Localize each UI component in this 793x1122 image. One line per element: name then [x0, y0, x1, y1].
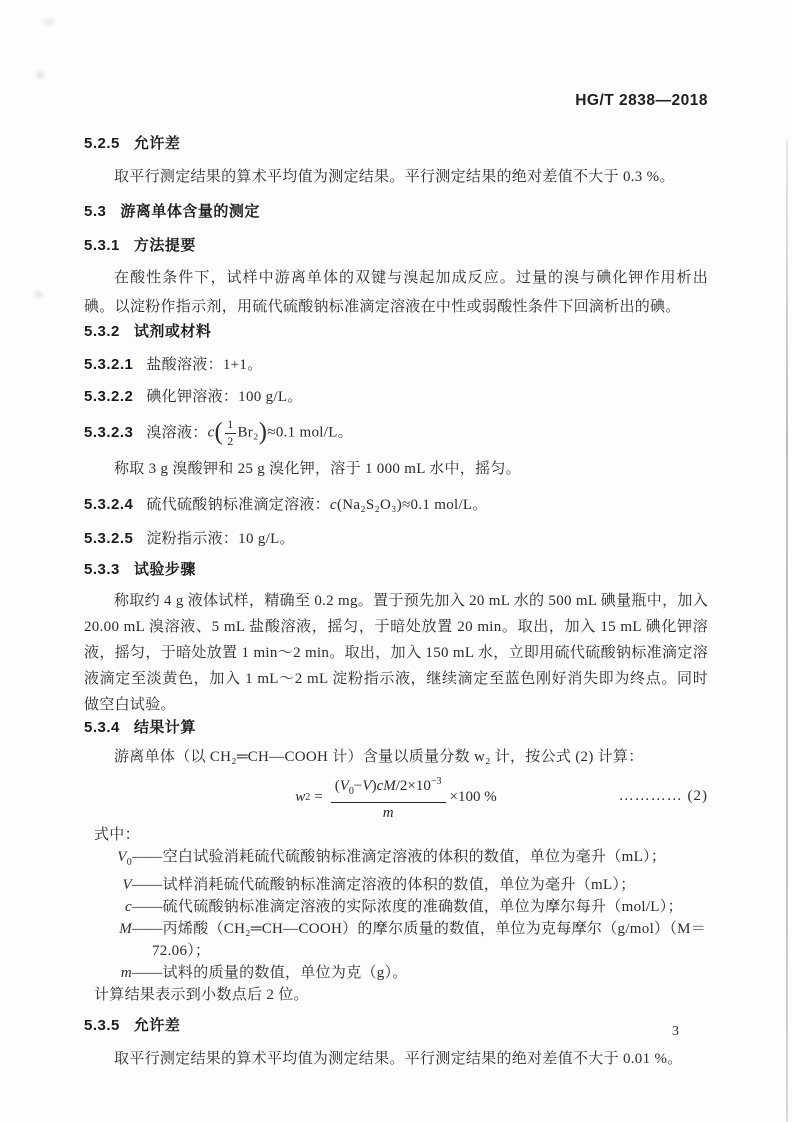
denominator — [383, 803, 394, 821]
fraction-one-half: $\frac{1}{2}$ — [227, 416, 234, 448]
clause-5-3-2-2 — [84, 386, 708, 408]
symbol-c: c — [329, 497, 337, 513]
heading-5-3-3 — [84, 560, 708, 580]
where-label: 式中： — [94, 827, 140, 843]
symbol-w: w — [295, 788, 306, 805]
standard-code-header: HG/T 2838—2018 — [575, 92, 708, 109]
paragraph-method-summary: 在酸性条件下，试样中游离单体的双键与溴起加成反应。过量的溴与碘化钾作用析出碘。以淀粉作指示剂，用硫代硫酸钠标准滴定溶液在中性或弱酸性条件下回滴析出的碘。 — [84, 270, 708, 315]
definition-V0 — [98, 846, 708, 874]
heading-number: 5.3.5 — [84, 1017, 120, 1034]
clause-text: 淀粉指示液：10 g/L。 — [146, 531, 295, 547]
definition-symbol: V — [122, 877, 132, 893]
paragraph-tolerance-2: 取平行测定结果的算术平均值为测定结果。平行测定结果的绝对差值不大于 0.01 %。 — [114, 1051, 683, 1067]
definition-symbol: M — [119, 921, 132, 937]
clause-5-3-2-1 — [84, 354, 708, 376]
scan-artifact — [44, 20, 54, 24]
clause-number: 5.3.2.5 — [84, 530, 134, 547]
heading-title: 方法提要 — [133, 237, 196, 254]
definition-text: ——试样消耗硫代硫酸钠标准滴定溶液的体积的数值，单位为毫升（mL）； — [132, 877, 636, 893]
symbol-c: c — [376, 778, 384, 794]
clause-text: 溴溶液： — [146, 425, 208, 441]
definition-text: ——空白试验消耗硫代硫酸钠标准滴定溶液的体积的数值，单位为毫升（mL）； — [132, 849, 667, 865]
clause-text: 硫代硫酸钠标准滴定溶液： — [146, 497, 330, 513]
numerator: $(V_0-V)cM/2\times 10^{-3}$ — [331, 773, 446, 803]
clause-text: 碘化钾溶液：100 g/L。 — [146, 389, 303, 405]
heading-5-3-1 — [84, 236, 708, 256]
heading-title: 允许差 — [133, 135, 181, 152]
species-br2: Br₂ — [237, 424, 259, 441]
concentration-value: ≈0.1 mol/L。 — [267, 424, 353, 441]
species-na2s2o3: (Na₂S₂O₃) — [336, 497, 402, 513]
heading-number: 5.2.5 — [84, 135, 120, 152]
paragraph-rounding: 计算结果表示到小数点后 2 位。 — [94, 987, 309, 1003]
definition-M — [98, 918, 708, 962]
formula-number: ………… (2) — [618, 788, 708, 804]
heading-5-3-5 — [84, 1016, 708, 1036]
heading-title: 试剂或材料 — [133, 323, 212, 340]
heading-number: 5.3.2 — [84, 323, 120, 340]
heading-5-2-5 — [84, 134, 708, 154]
concentration-value: ≈0.1 mol/L。 — [402, 497, 488, 513]
definition-m — [98, 962, 708, 984]
symbol-V: V — [362, 778, 372, 794]
clause-5-3-2-3 — [84, 412, 708, 454]
scan-artifact — [34, 292, 43, 297]
paragraph-tolerance-1: 取平行测定结果的算术平均值为测定结果。平行测定结果的绝对差值不大于 0.3 %。 — [114, 169, 675, 185]
paragraph-procedure: 称取约 4 g 液体试样，精确至 0.2 mg。置于预先加入 20 mL 水的 500 mL 碘量瓶中，加入 20.00 mL 溴溶液、5 mL 盐酸溶液，摇匀，于暗处放置 20 min。取出，加入 15 mL 碘化钾溶液，摇匀，于暗处放置 1 min～2 min。取出，加入 150 mL 水，立即用硫代硫酸钠标准滴定溶液滴定至淡黄色，加入 1 mL～2 mL 淀粉指示液，继续滴定至蓝色刚好消失即为终点。同时做空白试验。 — [84, 593, 708, 713]
heading-number: 5.3.4 — [84, 719, 120, 736]
page-number: 3 — [672, 1024, 679, 1039]
paragraph-bromine-prep: 称取 3 g 溴酸钾和 25 g 溴化钾，溶于 1 000 mL 水中，摇匀。 — [114, 461, 521, 477]
heading-title: 结果计算 — [133, 719, 196, 736]
definition-symbol: m — [120, 965, 132, 981]
paragraph-formula-intro: 游离单体（以 CH₂═CH—COOH 计）含量以质量分数 w₂ 计，按公式 (2) 计算： — [114, 749, 644, 765]
bromine-concentration-formula — [208, 418, 353, 449]
content-area — [84, 0, 708, 1070]
heading-5-3-4 — [84, 718, 708, 738]
clause-number: 5.3.2.1 — [84, 356, 134, 373]
clause-text: 盐酸溶液：1+1。 — [146, 357, 263, 373]
scan-edge-line — [786, 140, 788, 1122]
symbol-c: c — [207, 424, 215, 441]
symbol-m: m — [382, 805, 394, 821]
heading-number: 5.3 — [84, 203, 107, 220]
clause-number: 5.3.2.2 — [84, 388, 134, 405]
equation: w 2 = $\frac{(V_0-V)cM/2\times 10^{-3}}{m}$ ×100 % — [84, 774, 708, 820]
heading-number: 5.3.3 — [84, 561, 120, 578]
main-fraction — [331, 773, 446, 821]
clause-number: 5.3.2.4 — [84, 496, 134, 513]
heading-title: 允许差 — [133, 1017, 181, 1034]
open-paren: ( — [214, 418, 224, 446]
definition-V — [98, 874, 708, 896]
symbol-M: M — [383, 778, 396, 794]
definition-symbol: c — [125, 899, 132, 915]
close-paren: ) — [258, 418, 268, 446]
scan-artifact — [36, 72, 44, 78]
heading-number: 5.3.1 — [84, 237, 120, 254]
heading-title: 游离单体含量的测定 — [120, 203, 260, 220]
formula-2 — [84, 774, 708, 820]
heading-5-3-2 — [84, 322, 708, 342]
definition-text: ——丙烯酸（CH₂═CH—COOH）的摩尔质量的数值，单位为克每摩尔（g/mol）（M＝ 72.06）； — [132, 921, 707, 959]
heading-title: 试验步骤 — [133, 561, 196, 578]
clause-5-3-2-4 — [84, 494, 708, 516]
definition-text: ——硫代硫酸钠标准滴定溶液的实际浓度的准确数值，单位为摩尔每升（mol/L）； — [132, 899, 683, 915]
definition-c — [98, 896, 708, 918]
symbol-V0: V — [339, 778, 349, 794]
definition-text: ——试料的质量的数值，单位为克（g）。 — [132, 965, 408, 981]
thiosulfate-concentration-formula — [330, 497, 488, 513]
definition-symbol: $V_0$ — [117, 849, 132, 868]
heading-5-3 — [84, 202, 708, 222]
clause-number: 5.3.2.3 — [84, 424, 134, 441]
clause-5-3-2-5 — [84, 528, 708, 550]
